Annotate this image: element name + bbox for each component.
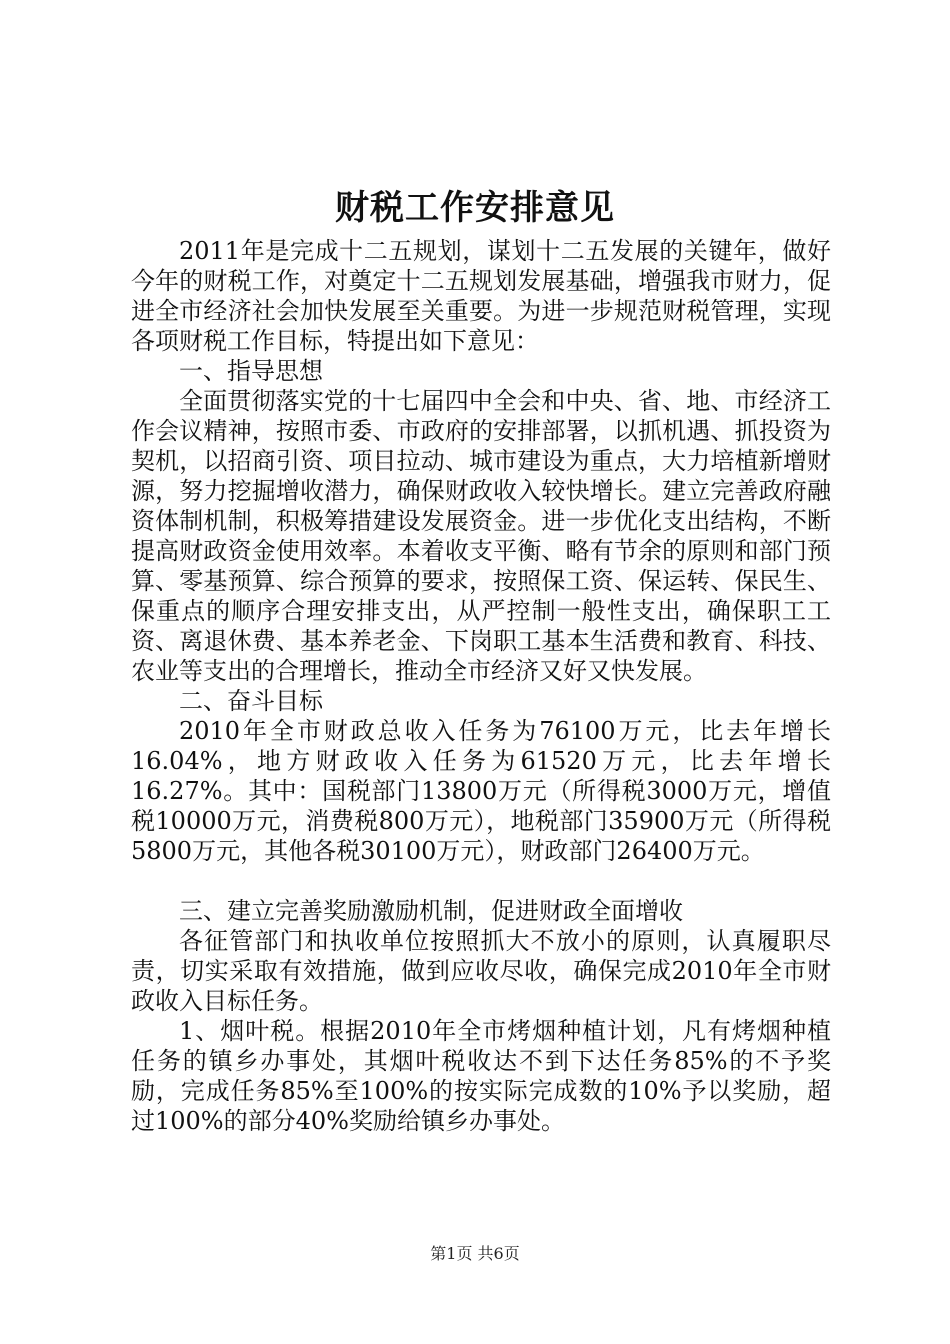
document-title: 财税工作安排意见: [335, 188, 615, 228]
section-heading-targets: 二、奋斗目标: [179, 687, 323, 715]
guiding-ideology-paragraph: 全面贯彻落实党的十七届四中全会和中央、省、地、市经济工作会议精神，按照市委、市政府的安排部署，以抓机遇、抓投资为契机，以招商引资、项目拉动、城市建设为重点，大力培植新增财源，努力挖掘增收潜力，确保财政收入较快增长。建立完善政府融资体制机制，积极筹措建设发展资金。进一步优化支出结构，不断提高财政资金使用效率。本着收支平衡、略有节余的原则和部门预算、零基预算、综合预算的要求，按照保工资、保运转、保民生、保重点的顺序合理安排支出，从严控制一般性支出，确保职工工资、离退休费、基本养老金、下岗职工基本生活费和教育、科技、农业等支出的合理增长，推动全市经济又好又快发展。: [131, 387, 831, 685]
incentive-paragraph: 各征管部门和执收单位按照抓大不放小的原则，认真履职尽责，切实采取有效措施，做到应收尽收，确保完成2010年全市财政收入目标任务。: [131, 927, 831, 1015]
section-heading-guiding-ideology: 一、指导思想: [179, 357, 323, 385]
targets-paragraph: 2010年全市财政总收入任务为76100万元，比去年增长16.04%，地方财政收入任务为61520万元，比去年增长16.27%。其中：国税部门13800万元（所得税3000万元，增值税10000万元，消费税800万元），地税部门35900万元（所得税5800万元，其他各税30100万元），财政部门26400万元。: [131, 717, 831, 865]
section-heading-incentive-mechanism: 三、建立完善奖励激励机制，促进财政全面增收: [179, 897, 683, 925]
page-number: 第1页 共6页: [430, 1244, 520, 1263]
tobacco-tax-paragraph: 1、烟叶税。根据2010年全市烤烟种植计划，凡有烤烟种植任务的镇乡办事处，其烟叶税收达不到下达任务85%的不予奖励，完成任务85%至100%的按实际完成数的10%予以奖励，超过100%的部分40%奖励给镇乡办事处。: [131, 1017, 831, 1135]
document-body: [131, 236, 831, 1136]
intro-paragraph: 2011年是完成十二五规划，谋划十二五发展的关键年，做好今年的财税工作，对奠定十二五规划发展基础，增强我市财力，促进全市经济社会加快发展至关重要。为进一步规范财税管理，实现各项财税工作目标，特提出如下意见：: [131, 237, 831, 355]
